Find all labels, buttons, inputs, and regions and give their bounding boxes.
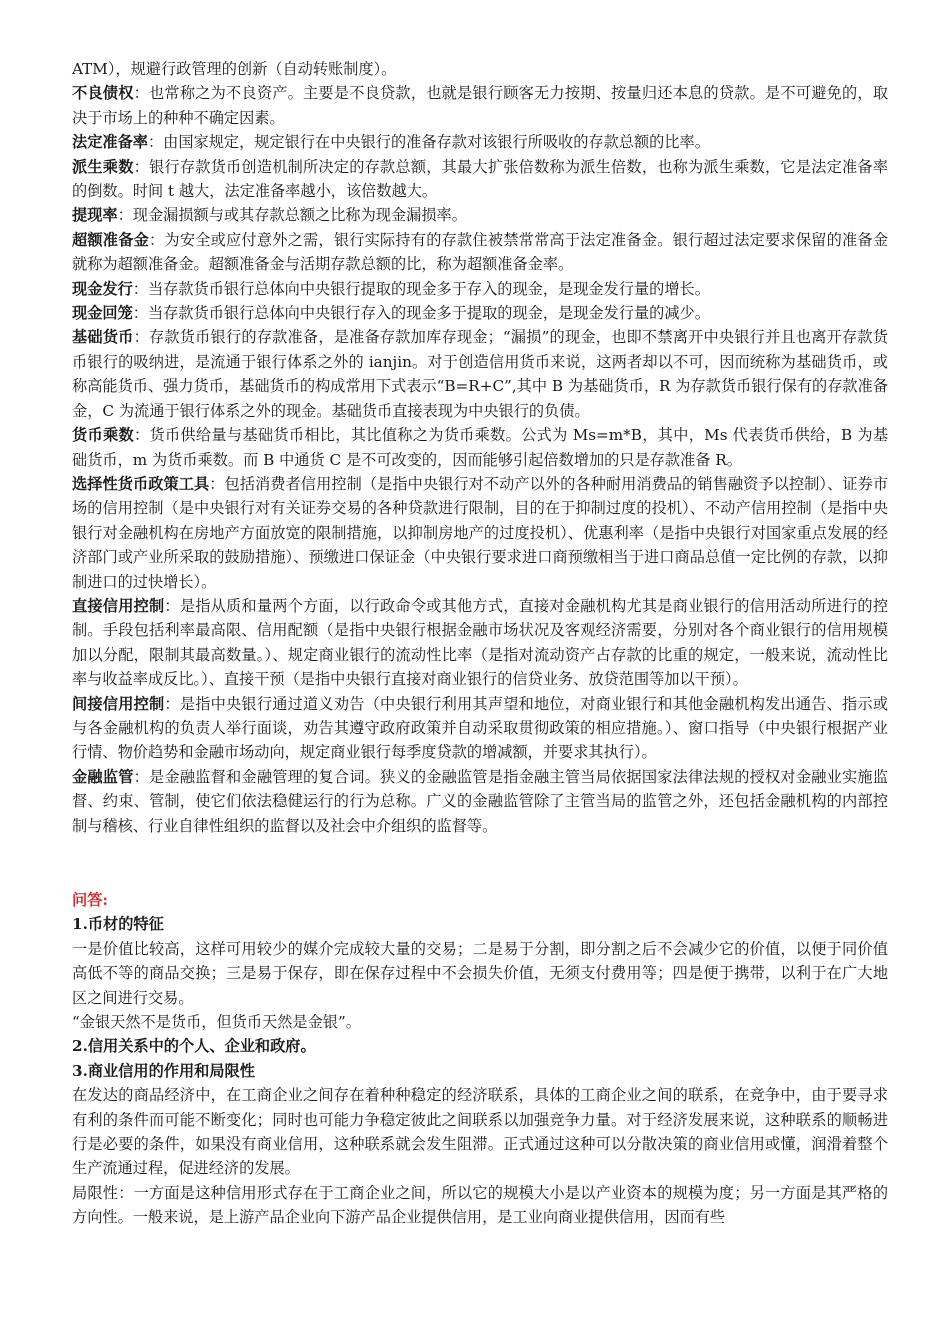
- definition-term: 间接信用控制: [72, 694, 165, 713]
- definition-text: 是金融监督和金融管理的复合词。狭义的金融监管是指金融主管当局依据国家法律法规的授权对金融业实施监督、约束、管制，使它们依法稳健运行的行为总称。广义的金融监管除了主管当局的监管之外，还包括金融机构的内部控制与稽核、行业自律性组织的监督以及社会中介组织的监督等。: [72, 767, 889, 835]
- definition-money-multiplier: [72, 423, 888, 472]
- definition-sep: ：: [133, 767, 150, 786]
- definition-text: 当存款货币银行总体向中央银行存入的现金多于提取的现金，是现金发行量的减少。: [147, 304, 710, 323]
- definition-sep: ：: [133, 84, 150, 103]
- definition-sep: ：: [133, 328, 149, 347]
- definition-text: 存款货币银行的存款准备，是准备存款加库存现金；“漏损”的现金，也即不禁离开中央银行并且也离开存款货币银行的吸纳进，是流通于银行体系之外的 ianjin。对于创造信用货币来说，这两者却以不可，因而统称为基础货币，或称高能货币、强力货币，基础货币的构成常用下式表示“B=R+C”,其中 B 为基础货币，R 为存款货币银行保有的存款准备金，C 为流通于银行体系之外的现金。基础货币直接表现为中央银行的负债。: [72, 328, 889, 420]
- definition-sep: ：: [133, 426, 150, 445]
- qa-question-3-paragraph: 在发达的商品经济中，在工商企业之间存在着种种稳定的经济联系，具体的工商企业之间的联系，在竞争中，由于要寻求有利的条件而可能不断变化；同时也可能力争稳定彼此之间联系以加强竞争力量。对于经济发展来说，这种联系的顺畅进行是必要的条件，如果没有商业信用，这种联系就会发生阻滞。正式通过这种可以分散决策的商业信用或懂，润滑着整个生产流通过程，促进经济的发展。: [72, 1086, 888, 1178]
- qa-question-3-limitations: 局限性：一方面是这种信用形式存在于工商企业之间，所以它的规模大小是以产业资本的规模为度；另一方面是其严格的方向性。一般来说，是上游产品企业向下游产品企业提供信用，是工业向商业提供信用，因而有些: [72, 1183, 888, 1227]
- definition-sep: ：: [133, 157, 150, 176]
- definition-term: 现金发行: [72, 279, 133, 298]
- definition-excess-reserve: [72, 228, 888, 277]
- definition-term: 现金回笼: [72, 304, 133, 323]
- qa-heading: 问答:: [72, 891, 108, 909]
- definition-term: 不良债权: [72, 84, 134, 103]
- definition-text: 是指从质和量两个方面，以行政命令或其他方式，直接对金融机构尤其是商业银行的信用活动所进行的控制。手段包括利率最高限、信用配额（是指中央银行根据金融市场状况及客观经济需要，分别对各个商业银行的信用规模加以分配，限制其最高数量。）、规定商业银行的流动性比率（是指对流动资产占存款的比重的规定，一般来说，流动性比率与收益率成反比。）、直接干预（是指中央银行直接对商业银行的信贷业务、放贷范围等加以干预）。: [72, 596, 889, 689]
- definition-text: 货币供给量与基础货币相比，其比值称之为货币乘数。公式为 Ms=m*B，其中，Ms 代表货币供给，B 为基础货币，m 为货币乘数。而 B 中通货 C 是不可改变的，因而能够引起倍数增加的只是存款准备 R。: [72, 426, 889, 469]
- definition-selective-tools: [72, 472, 888, 594]
- definition-term: 金融监管: [72, 767, 134, 786]
- qa-question-3-title: 3.商业信用的作用和局限性: [72, 1061, 255, 1080]
- definition-text: 包括消费者信用控制（是指中央银行对不动产以外的各种耐用消费品的销售融资予以控制）、证券市场的信用控制（是中央银行对有关证券交易的各种贷款进行限制，目的在于抑制过度的投机）、不动产信用控制（是指中央银行对金融机构在房地产方面放宽的限制措施，以抑制房地产的过度投机）、优惠利率（是指中央银行对国家重点发展的经济部门或产业所采取的鼓励措施）、预缴进口保证金（中央银行要求进口商预缴相当于进口商品总值一定比例的存款，以抑制进口的过快增长）。: [72, 474, 889, 591]
- definition-reserve-ratio: [72, 130, 888, 154]
- definition-financial-supervision: [72, 765, 888, 838]
- definition-term: 直接信用控制: [72, 596, 165, 615]
- definition-bad-debt: [72, 81, 888, 130]
- definition-sep: ：: [132, 304, 148, 323]
- definition-text: 是指中央银行通过道义劝告（中央银行利用其声望和地位，对商业银行和其他金融机构发出通告、指示或与各金融机构的负责人举行面谈，劝告其遵守政府政策并自动采取贯彻政策的相应措施。）、窗口指导（中央银行根据产业行情、物价趋势和金融市场动向，规定商业银行每季度贷款的增减额，并要求其执行）。: [72, 694, 889, 762]
- definition-direct-credit-control: [72, 594, 888, 692]
- section-spacer: [72, 838, 888, 888]
- intro-line: ATM），规避行政管理的创新（自动转账制度）。: [72, 60, 397, 78]
- qa-question-2-title: 2.信用关系中的个人、企业和政府。: [72, 1037, 316, 1056]
- definition-text: 也常称之为不良资产。主要是不良贷款，也就是银行顾客无力按期、按量归还本息的贷款。是不可避免的，取决于市场上的种种不确定因素。: [72, 84, 889, 127]
- definition-indirect-credit-control: [72, 692, 888, 765]
- definition-base-money: [72, 325, 888, 423]
- definition-derivative-multiplier: [72, 155, 888, 204]
- definition-text: 现金漏损额与或其存款总额之比称为现金漏损率。: [132, 206, 467, 225]
- qa-question-1-quote: “金银天然不是货币，但货币天然是金银”。: [72, 1013, 361, 1032]
- definition-term: 超额准备金: [72, 230, 150, 249]
- definition-term: 提现率: [72, 206, 118, 225]
- definition-cash-issue: [72, 277, 888, 301]
- definition-term: 法定准备率: [72, 133, 148, 152]
- definition-term: 基础货币: [72, 328, 134, 347]
- qa-question-1-paragraph: 一是价值比较高，这样可用较少的媒介完成较大量的交易；二是易于分割，即分割之后不会减少它的价值，以便于同价值高低不等的商品交换；三是易于保存，即在保存过程中不会损失价值，无须支付费用等；四是便于携带，以利于在广大地区之间进行交易。: [72, 939, 888, 1007]
- definition-text: 当存款货币银行总体向中央银行提取的现金多于存入的现金，是现金发行量的增长。: [147, 279, 710, 298]
- definition-text: 由国家规定，规定银行在中央银行的准备存款对该银行所吸收的存款总额的比率。: [163, 133, 710, 152]
- definition-term: 货币乘数: [72, 426, 134, 445]
- qa-question-1-title: 1.币材的特征: [72, 915, 164, 934]
- definition-sep: ：: [164, 694, 180, 713]
- definition-sep: ：: [164, 596, 180, 615]
- definition-cash-return: [72, 301, 888, 325]
- definition-withdrawal-rate: [72, 203, 888, 227]
- definition-sep: ：: [209, 474, 225, 493]
- definition-sep: ：: [149, 230, 165, 249]
- definition-sep: ：: [117, 206, 133, 225]
- definition-sep: ：: [132, 279, 148, 298]
- definition-term: 派生乘数: [72, 157, 134, 176]
- definition-term: 选择性货币政策工具: [72, 474, 210, 493]
- definition-text: 为安全或应付意外之需，银行实际持有的存款住被禁常常高于法定准备金。银行超过法定要求保留的准备金就称为超额准备金。超额准备金与活期存款总额的比，称为超额准备金率。: [72, 230, 889, 274]
- definition-sep: ：: [147, 133, 164, 152]
- definition-text: 银行存款货币创造机制所决定的存款总额，其最大扩张倍数称为派生倍数，也称为派生乘数，它是法定准备率的倒数。时间 t 越大，法定准备率越小，该倍数越大。: [72, 157, 889, 201]
